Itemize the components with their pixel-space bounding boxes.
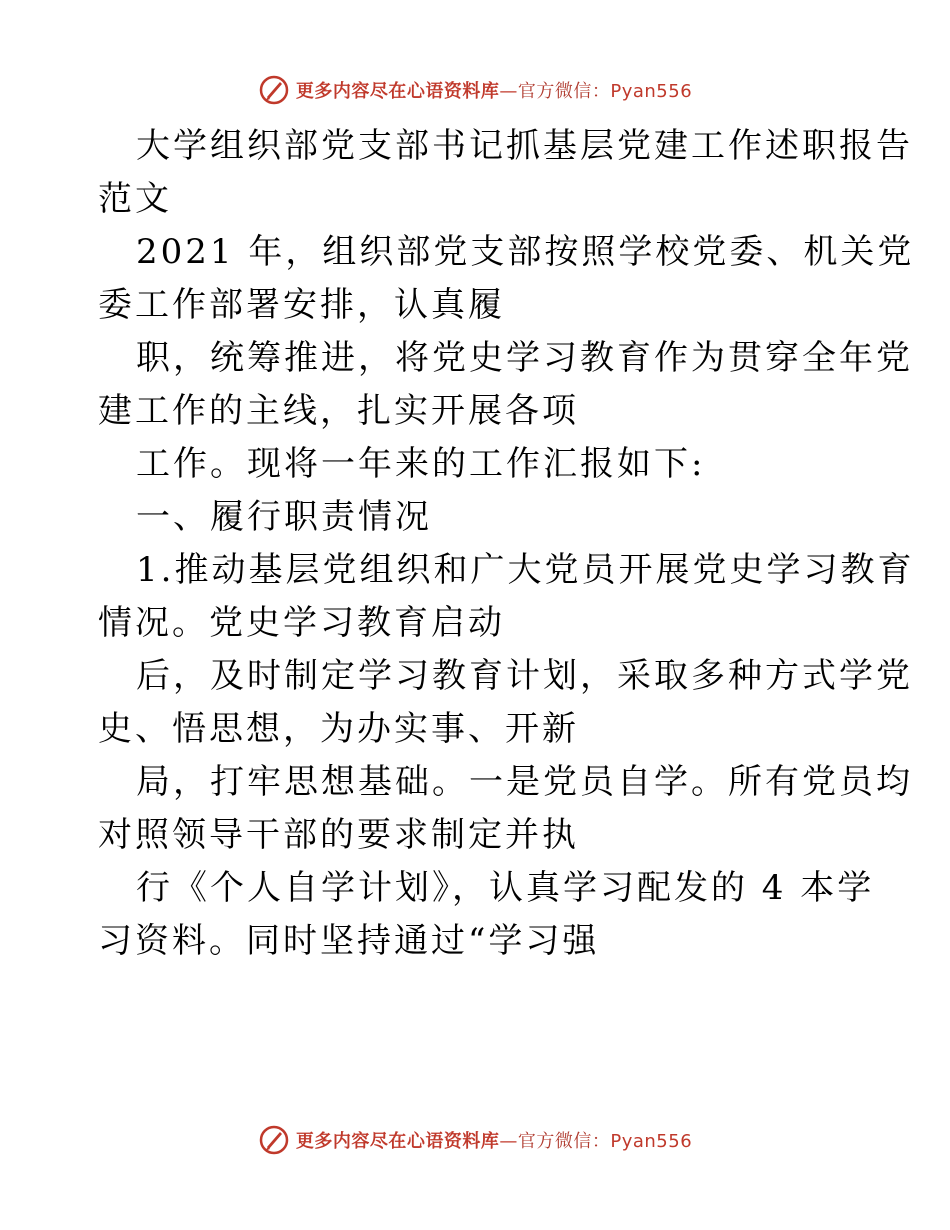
banner-dash: — <box>499 1131 518 1152</box>
banner-label: 官方微信： <box>517 1131 611 1152</box>
banner-dash: — <box>499 81 518 102</box>
paragraph-line: 工作。现将一年来的工作汇报如下: <box>136 444 706 484</box>
paragraph-line: 对照领导干部的要求制定并执 <box>98 815 579 855</box>
paragraph-line: 习资料。同时坚持通过“学习强 <box>98 921 600 961</box>
document-title-line-2: 范文 <box>98 179 172 219</box>
document-title-line-1: 大学组织部党支部书记抓基层党建工作述职报告 <box>136 126 913 166</box>
section-heading: 一、履行职责情况 <box>136 497 432 537</box>
paragraph-line: 职，统筹推进，将党史学习教育作为贯穿全年党 <box>136 338 913 378</box>
paragraph-line: 建工作的主线，扎实开展各项 <box>98 391 579 431</box>
paragraph-line: 委工作部署安排，认真履 <box>98 285 505 325</box>
quill-pen-logo-icon <box>258 74 290 106</box>
banner-wechat-id: Pyan556 <box>610 1131 693 1152</box>
paragraph-line: 情况。党史学习教育启动 <box>98 603 505 643</box>
quill-pen-logo-icon <box>258 1124 290 1156</box>
document-body <box>98 120 915 968</box>
paragraph-line: 史、悟思想，为办实事、开新 <box>98 709 579 749</box>
banner-text <box>296 77 692 103</box>
banner-label: 官方微信： <box>517 81 611 102</box>
footer-banner <box>0 1120 950 1160</box>
paragraph-line: 局，打牢思想基础。一是党员自学。所有党员均 <box>136 762 913 802</box>
banner-brand: 更多内容尽在心语资料库 <box>295 1131 500 1152</box>
paragraph-line: 行《个人自学计划》，认真学习配发的 4 本学 <box>136 868 875 908</box>
paragraph-line: 1.推动基层党组织和广大党员开展党史学习教育 <box>136 550 915 590</box>
paragraph-line: 后，及时制定学习教育计划，采取多种方式学党 <box>136 656 913 696</box>
header-banner <box>0 70 950 110</box>
paragraph-line: 2021 年，组织部党支部按照学校党委、机关党 <box>136 232 915 272</box>
banner-brand: 更多内容尽在心语资料库 <box>295 81 500 102</box>
banner-text <box>296 1127 692 1153</box>
banner-wechat-id: Pyan556 <box>610 81 693 102</box>
